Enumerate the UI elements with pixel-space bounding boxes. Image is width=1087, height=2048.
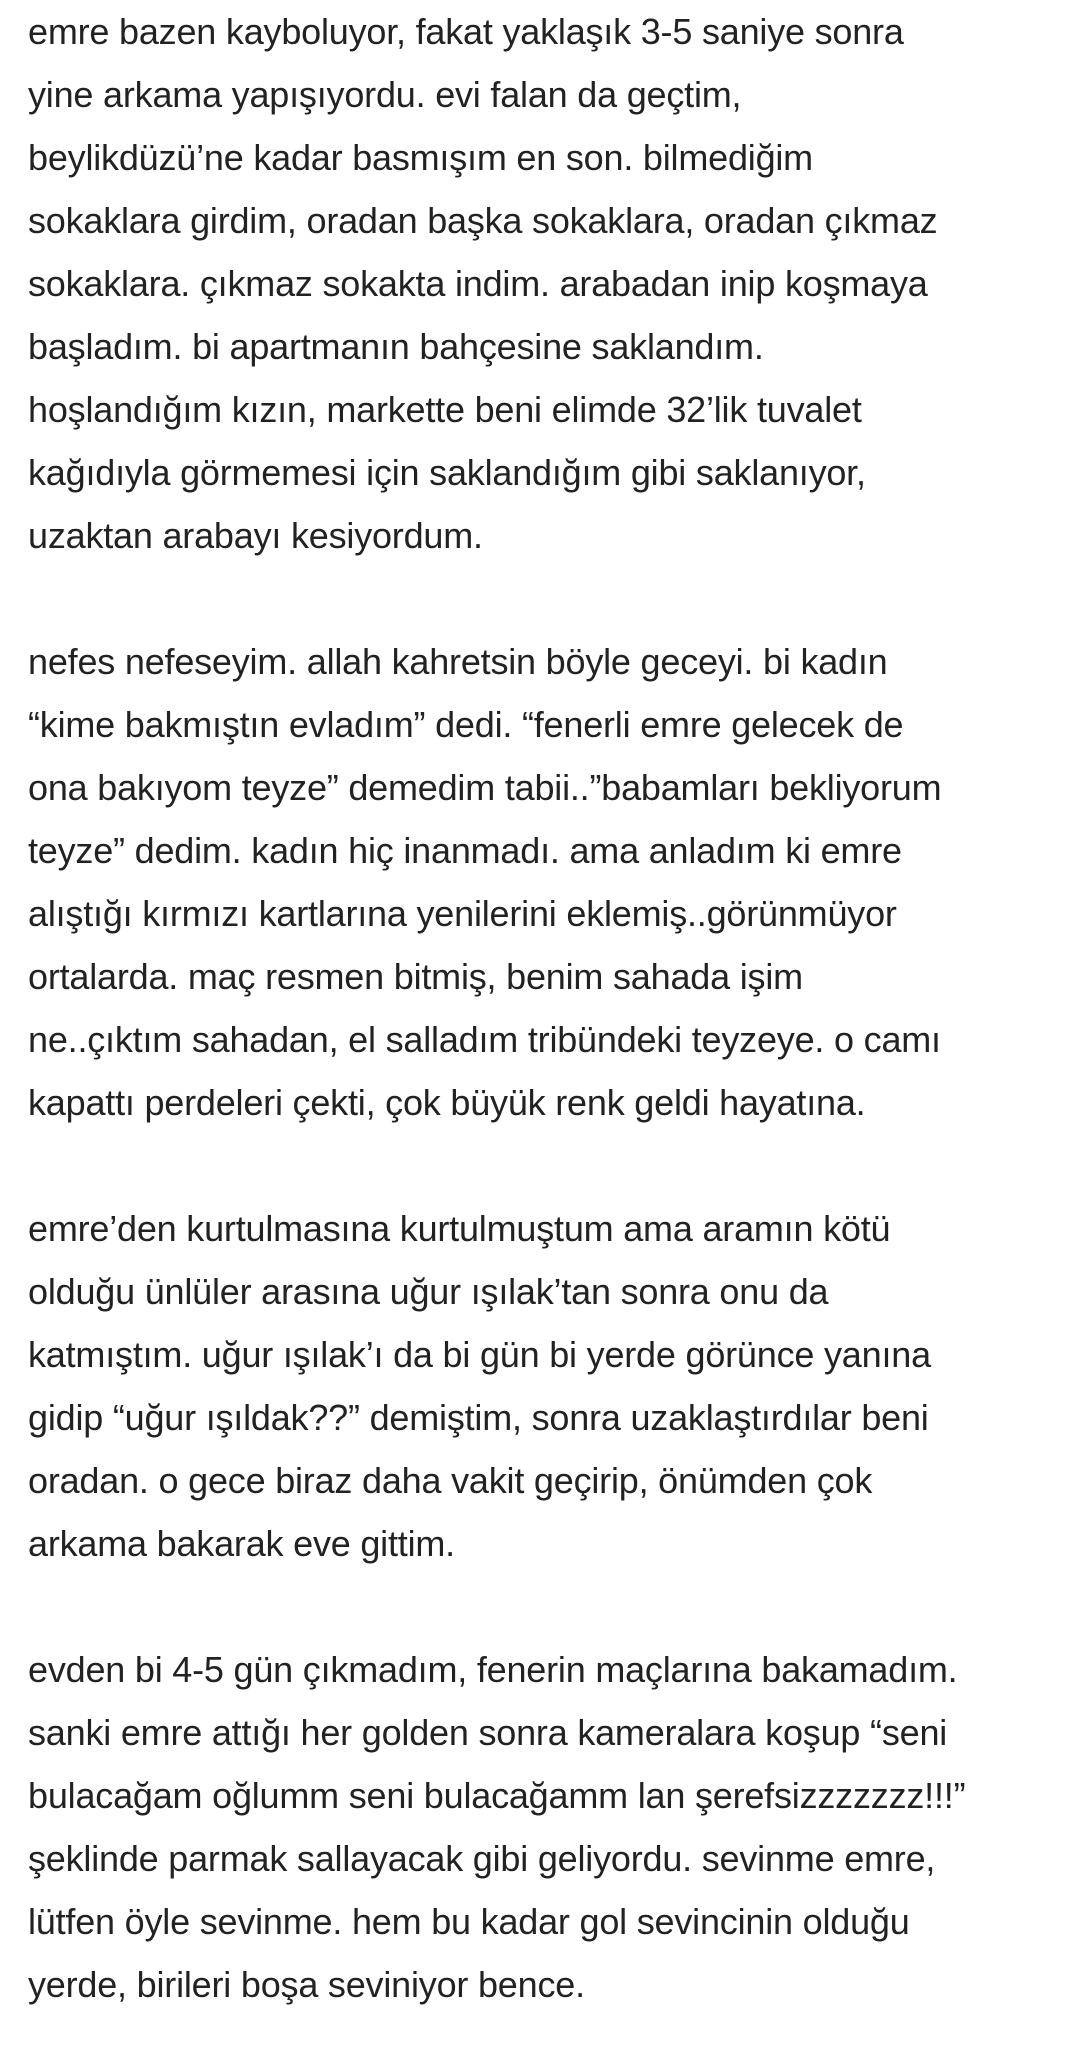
paragraph-1	[28, 0, 1080, 567]
text-line: sanki emre attığı her golden sonra kameralara koşup “seni	[28, 1712, 948, 1753]
paragraph-4	[28, 1638, 1080, 2016]
text-line: şeklinde parmak sallayacak gibi geliyordu. sevinme emre,	[28, 1838, 936, 1879]
text-line: beylikdüzü’ne kadar basmışım en son. bilmediğim	[28, 137, 813, 178]
text-line: sokaklara girdim, oradan başka sokaklara, oradan çıkmaz	[28, 200, 938, 241]
text-line: “kime bakmıştın evladım” dedi. “fenerli emre gelecek de	[28, 704, 904, 745]
paragraph-spacer	[28, 567, 1080, 630]
paragraph-spacer	[28, 1134, 1080, 1197]
text-line: oradan. o gece biraz daha vakit geçirip, önümden çok	[28, 1460, 873, 1501]
text-line: uzaktan arabayı kesiyordum.	[28, 515, 483, 556]
text-line: nefes nefeseyim. allah kahretsin böyle geceyi. bi kadın	[28, 641, 888, 682]
text-line: yerde, birileri boşa seviniyor bence.	[28, 1964, 585, 2005]
article-body	[28, 0, 1080, 2016]
text-line: gidip “uğur ışıldak??” demiştim, sonra uzaklaştırdılar beni	[28, 1397, 929, 1438]
text-line: alıştığı kırmızı kartlarına yenilerini eklemiş..görünmüyor	[28, 893, 897, 934]
text-line: emre bazen kayboluyor, fakat yaklaşık 3-5 saniye sonra	[28, 11, 904, 52]
text-line: teyze” dedim. kadın hiç inanmadı. ama anladım ki emre	[28, 830, 902, 871]
text-line: emre’den kurtulmasına kurtulmuştum ama aramın kötü	[28, 1208, 891, 1249]
text-line: sokaklara. çıkmaz sokakta indim. arabadan inip koşmaya	[28, 263, 928, 304]
text-line: başladım. bi apartmanın bahçesine saklandım.	[28, 326, 764, 367]
paragraph-3	[28, 1197, 1080, 1575]
text-line: kapattı perdeleri çekti, çok büyük renk geldi hayatına.	[28, 1082, 866, 1123]
text-line: ortalarda. maç resmen bitmiş, benim sahada işim	[28, 956, 803, 997]
text-line: ne..çıktım sahadan, el salladım tribündeki teyzeye. o camı	[28, 1019, 941, 1060]
text-line: ona bakıyom teyze” demedim tabii..”babamları bekliyorum	[28, 767, 942, 808]
text-line: evden bi 4-5 gün çıkmadım, fenerin maçlarına bakamadım.	[28, 1649, 958, 1690]
text-line: arkama bakarak eve gittim.	[28, 1523, 455, 1564]
paragraph-spacer	[28, 1575, 1080, 1638]
text-line: kağıdıyla görmemesi için saklandığım gibi saklanıyor,	[28, 452, 866, 493]
text-line: hoşlandığım kızın, markette beni elimde 32’lik tuvalet	[28, 389, 862, 430]
text-line: katmıştım. uğur ışılak’ı da bi gün bi yerde görünce yanına	[28, 1334, 931, 1375]
text-line: yine arkama yapışıyordu. evi falan da geçtim,	[28, 74, 742, 115]
paragraph-2	[28, 630, 1080, 1134]
text-line: bulacağam oğlumm seni bulacağamm lan şerefsizzzzzzz!!!”	[28, 1775, 966, 1816]
text-line: olduğu ünlüler arasına uğur ışılak’tan sonra onu da	[28, 1271, 829, 1312]
text-line: lütfen öyle sevinme. hem bu kadar gol sevincinin olduğu	[28, 1901, 910, 1942]
